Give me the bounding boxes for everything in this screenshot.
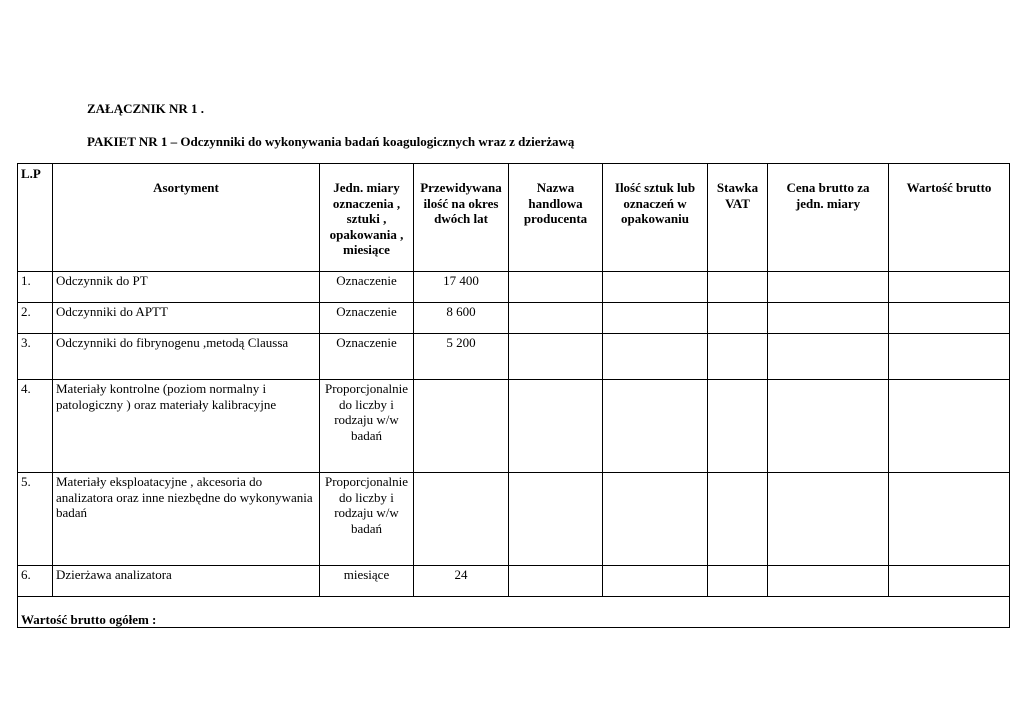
header-assortment: Asortyment xyxy=(53,164,320,272)
row-trade-name xyxy=(509,303,603,334)
row-unit: miesiące xyxy=(320,566,414,597)
table-header-row xyxy=(18,164,1010,272)
row-vat-rate xyxy=(708,380,768,473)
row-name: Odczynnik do PT xyxy=(53,272,320,303)
row-pieces-per-pack xyxy=(603,473,708,566)
row-gross-value xyxy=(889,566,1010,597)
row-unit-price xyxy=(768,334,889,380)
header-unit: Jedn. miary oznaczenia , sztuki , opakowania , miesiące xyxy=(320,164,414,272)
row-quantity xyxy=(414,473,509,566)
row-gross-value xyxy=(889,334,1010,380)
row-lp: 1. xyxy=(18,272,53,303)
row-quantity xyxy=(414,380,509,473)
row-trade-name xyxy=(509,473,603,566)
row-gross-value xyxy=(889,303,1010,334)
row-unit-price xyxy=(768,473,889,566)
header-pieces-per-pack: Ilość sztuk lub oznaczeń w opakowaniu xyxy=(603,164,708,272)
row-quantity: 17 400 xyxy=(414,272,509,303)
row-trade-name xyxy=(509,566,603,597)
row-lp: 2. xyxy=(18,303,53,334)
header-quantity: Przewidywana ilość na okres dwóch lat xyxy=(414,164,509,272)
row-vat-rate xyxy=(708,334,768,380)
package-heading: PAKIET NR 1 – Odczynniki do wykonywania badań koagulogicznych wraz z dzierżawą xyxy=(87,134,575,149)
row-quantity: 24 xyxy=(414,566,509,597)
row-pieces-per-pack xyxy=(603,566,708,597)
header-lp: L.P xyxy=(18,164,53,272)
row-gross-value xyxy=(889,473,1010,566)
row-unit: Proporcjonalnie do liczby i rodzaju w/w badań xyxy=(320,380,414,473)
row-unit: Proporcjonalnie do liczby i rodzaju w/w badań xyxy=(320,473,414,566)
row-unit: Oznaczenie xyxy=(320,272,414,303)
table-row xyxy=(18,303,1010,334)
row-lp: 5. xyxy=(18,473,53,566)
row-name: Dzierżawa analizatora xyxy=(53,566,320,597)
row-name: Odczynniki do APTT xyxy=(53,303,320,334)
row-trade-name xyxy=(509,334,603,380)
row-lp: 4. xyxy=(18,380,53,473)
table-row xyxy=(18,334,1010,380)
row-gross-value xyxy=(889,272,1010,303)
row-pieces-per-pack xyxy=(603,334,708,380)
row-gross-value xyxy=(889,380,1010,473)
pricing-table xyxy=(17,163,1010,628)
header-unit-price: Cena brutto za jedn. miary xyxy=(768,164,889,272)
table-row xyxy=(18,566,1010,597)
total-label: Wartość brutto ogółem : xyxy=(18,597,1010,628)
row-unit-price xyxy=(768,272,889,303)
row-pieces-per-pack xyxy=(603,380,708,473)
attachment-heading: ZAŁĄCZNIK NR 1 . xyxy=(87,101,205,116)
row-vat-rate xyxy=(708,272,768,303)
row-trade-name xyxy=(509,380,603,473)
row-unit: Oznaczenie xyxy=(320,334,414,380)
header-vat-rate: Stawka VAT xyxy=(708,164,768,272)
row-quantity: 8 600 xyxy=(414,303,509,334)
table-row xyxy=(18,272,1010,303)
row-pieces-per-pack xyxy=(603,303,708,334)
row-vat-rate xyxy=(708,303,768,334)
row-vat-rate xyxy=(708,473,768,566)
header-gross-value: Wartość brutto xyxy=(889,164,1010,272)
table-row xyxy=(18,380,1010,473)
row-unit-price xyxy=(768,380,889,473)
row-name: Materiały eksploatacyjne , akcesoria do analizatora oraz inne niezbędne do wykonywania badań xyxy=(53,473,320,566)
row-unit-price xyxy=(768,566,889,597)
header-trade-name: Nazwa handlowa producenta xyxy=(509,164,603,272)
total-row xyxy=(18,597,1010,628)
row-lp: 3. xyxy=(18,334,53,380)
row-unit: Oznaczenie xyxy=(320,303,414,334)
row-name: Odczynniki do fibrynogenu ,metodą Claussa xyxy=(53,334,320,380)
table-row xyxy=(18,473,1010,566)
row-vat-rate xyxy=(708,566,768,597)
row-unit-price xyxy=(768,303,889,334)
row-lp: 6. xyxy=(18,566,53,597)
row-name: Materiały kontrolne (poziom normalny i patologiczny ) oraz materiały kalibracyjne xyxy=(53,380,320,473)
row-pieces-per-pack xyxy=(603,272,708,303)
row-quantity: 5 200 xyxy=(414,334,509,380)
row-trade-name xyxy=(509,272,603,303)
